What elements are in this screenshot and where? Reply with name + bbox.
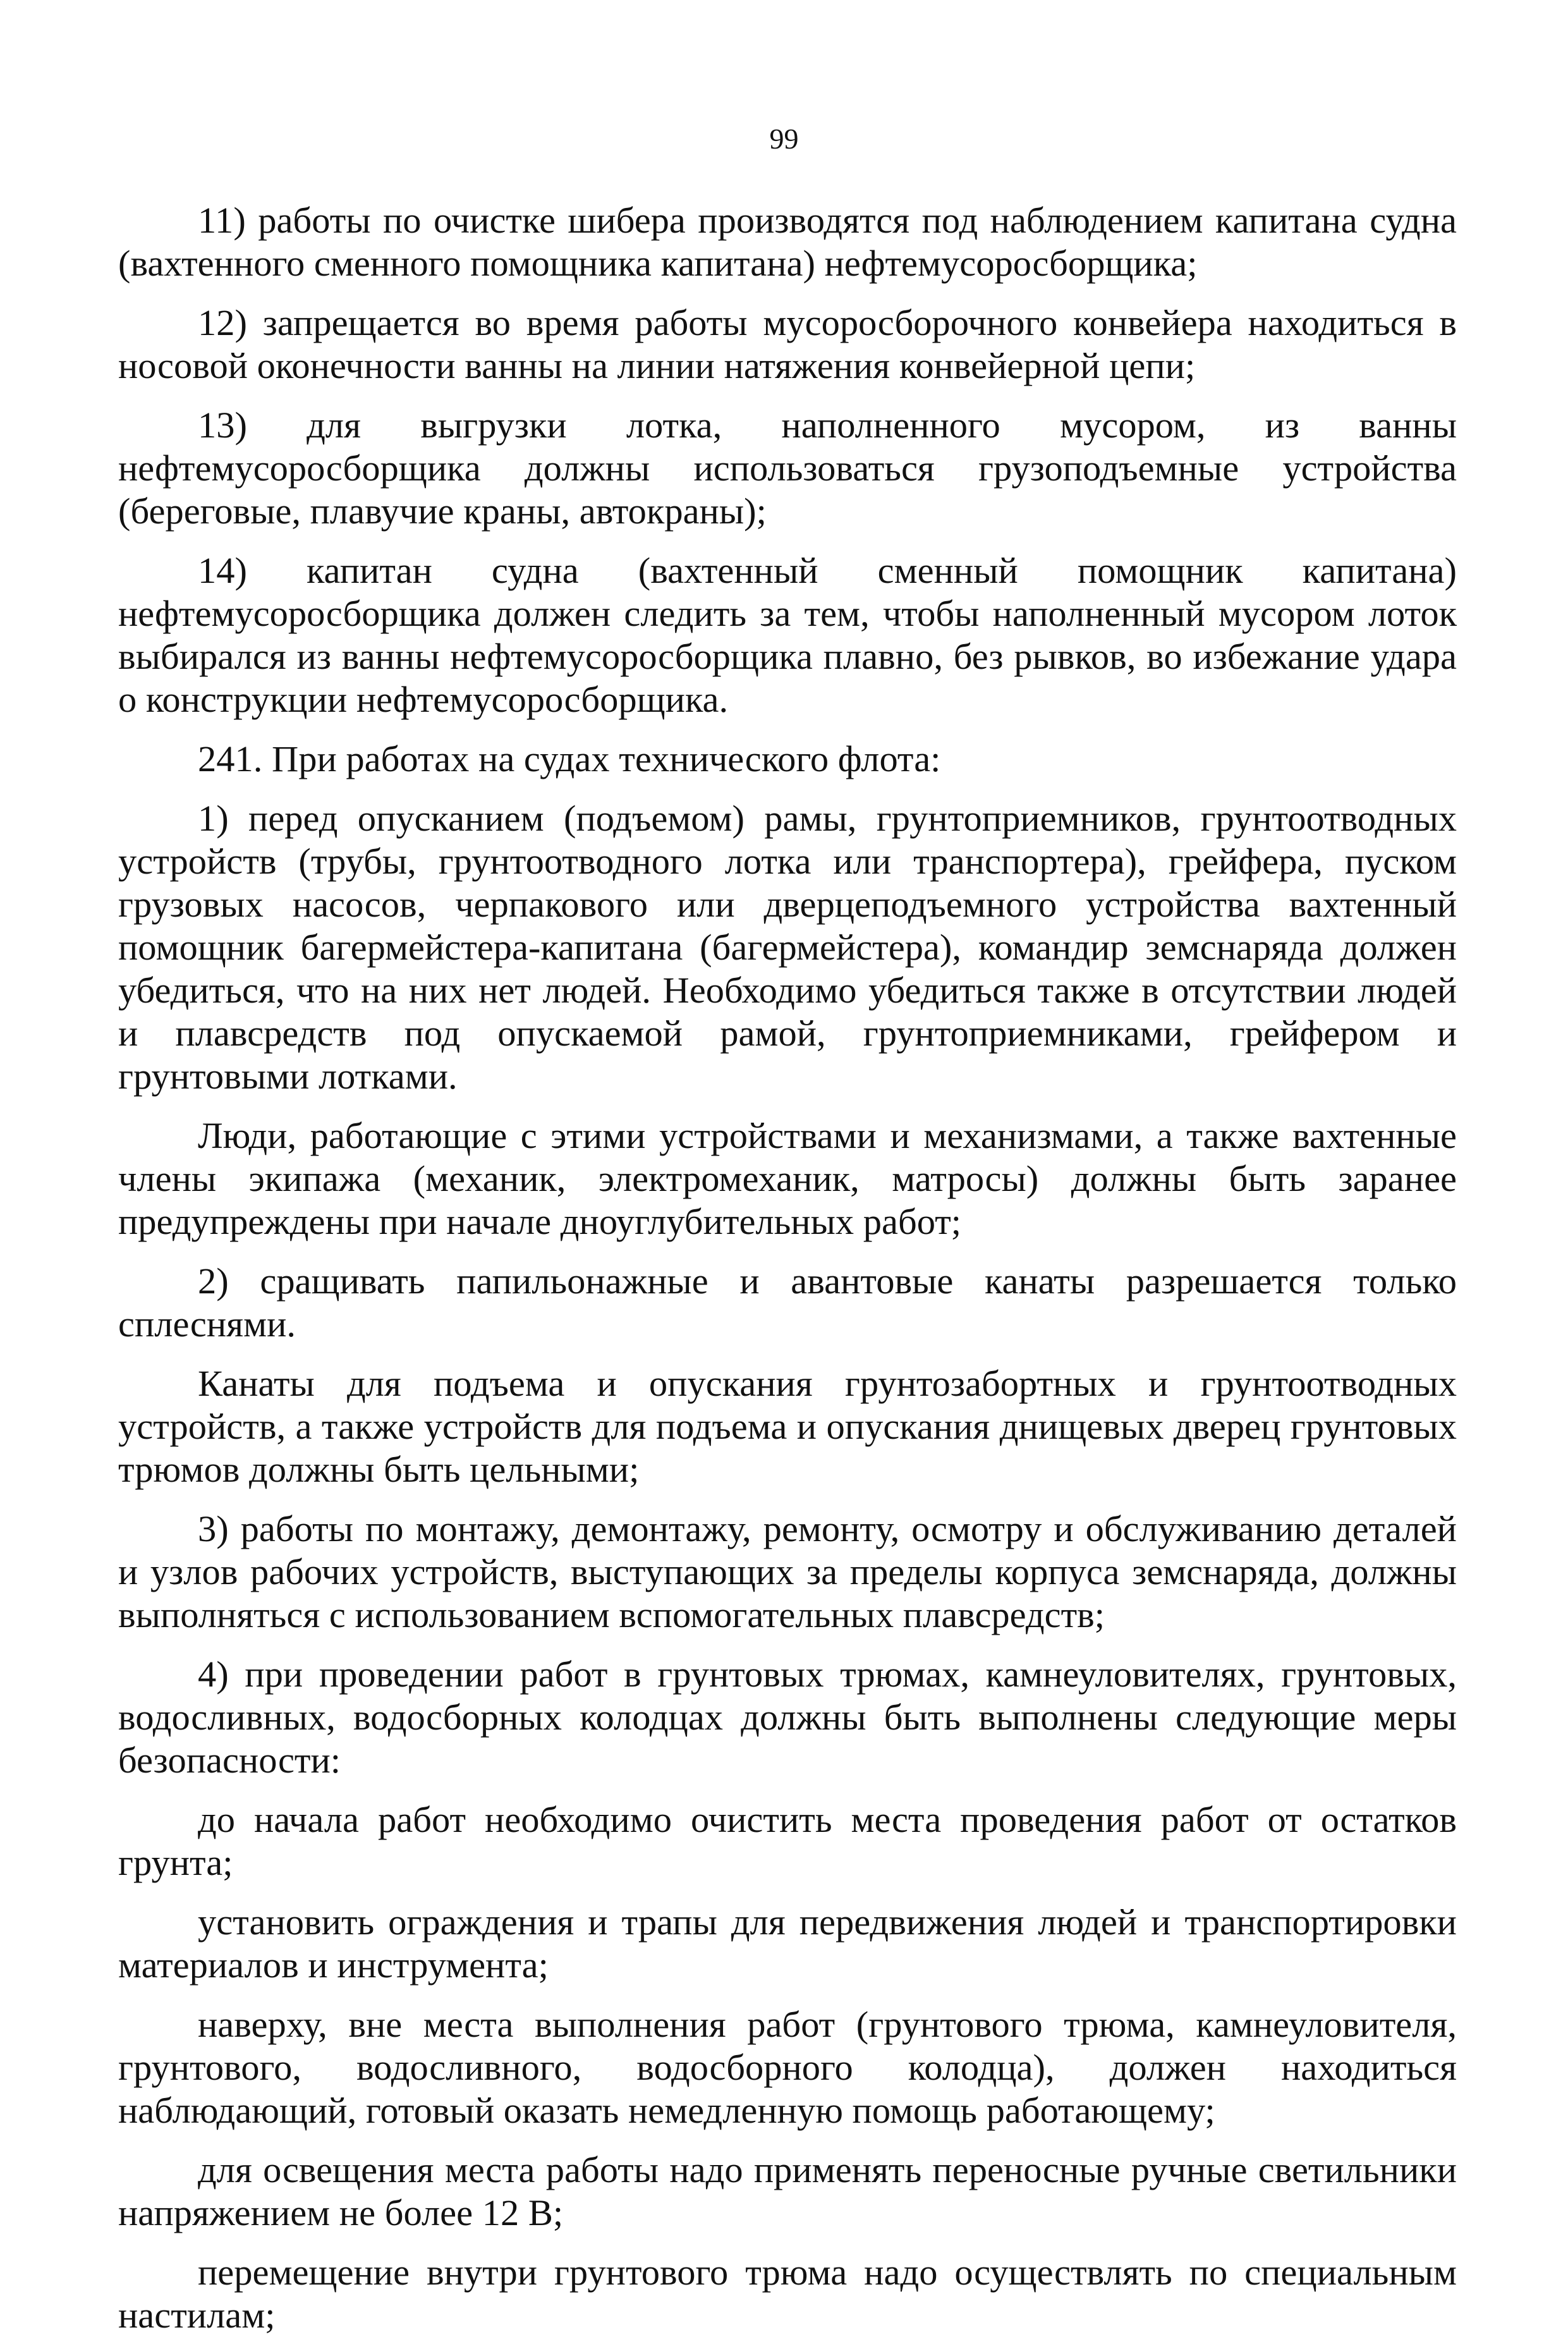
paragraph-clause-241: 241. При работах на судах технического флота: — [198, 738, 941, 779]
paragraph-measure-clean: до начала работ необходимо очистить места проведения работ от остатков грунта; — [118, 1799, 1457, 1883]
document-body — [118, 199, 1457, 2337]
paragraph-item-12: 12) запрещается во время работы мусоросборочного конвейера находиться в носовой оконечности ванны на линии натяжения конвейерной цепи; — [118, 302, 1457, 386]
paragraph-item-11: 11) работы по очистке шибера производятся под наблюдением капитана судна (вахтенного сменного помощника капитана) нефтемусоросборщика; — [118, 200, 1457, 284]
page-number: 99 — [769, 123, 799, 155]
paragraph-measure-decking: перемещение внутри грунтового трюма надо осуществлять по специальным настилам; — [118, 2252, 1457, 2336]
paragraph-item-3: 3) работы по монтажу, демонтажу, ремонту, осмотру и обслуживанию деталей и узлов рабочих устройств, выступающих за пределы корпуса земснаряда, должны выполняться с использованием вспомогательных плавсредств; — [118, 1508, 1457, 1635]
paragraph-measure-fencing: установить ограждения и трапы для передвижения людей и транспортировки материалов и инструмента; — [118, 1901, 1457, 1986]
paragraph-item-14: 14) капитан судна (вахтенный сменный помощник капитана) нефтемусоросборщика должен следить за тем, чтобы наполненный мусором лоток выбирался из ванны нефтемусоросборщика плавно, без рывков, во избежание удара о конструкции нефтемусоросборщика. — [118, 550, 1457, 720]
paragraph-item-2-note: Канаты для подъема и опускания грунтозабортных и грунтоотводных устройств, а также устройств для подъема и опускания днищевых дверец грунтовых трюмов должны быть цельными; — [118, 1363, 1457, 1490]
paragraph-item-2: 2) сращивать папильонажные и авантовые канаты разрешается только сплеснями. — [118, 1260, 1457, 1345]
paragraph-item-4: 4) при проведении работ в грунтовых трюмах, камнеуловителях, грунтовых, водосливных, водосборных колодцах должны быть выполнены следующие меры безопасности: — [118, 1654, 1457, 1781]
paragraph-item-1-note: Люди, работающие с этими устройствами и механизмами, а также вахтенные члены экипажа (механик, электромеханик, матросы) должны быть заранее предупреждены при начале дноуглубительных работ; — [118, 1115, 1457, 1242]
paragraph-item-13: 13) для выгрузки лотка, наполненного мусором, из ванны нефтемусоросборщика должны использоваться грузоподъемные устройства (береговые, плавучие краны, автокраны); — [118, 405, 1457, 532]
paragraph-measure-observer: наверху, вне места выполнения работ (грунтового трюма, камнеуловителя, грунтового, водосливного, водосборного колодца), должен находиться наблюдающий, готовый оказать немедленную помощь работающему; — [118, 2004, 1457, 2131]
paragraph-measure-lighting: для освещения места работы надо применять переносные ручные светильники напряжением не более 12 В; — [118, 2149, 1457, 2233]
paragraph-item-1: 1) перед опусканием (подъемом) рамы, грунтоприемников, грунтоотводных устройств (трубы, грунтоотводного лотка или транспортера), грейфера, пуском грузовых насосов, черпакового или дверцеподъемного устройства вахтенный помощник багермейстера-капитана (багермейстера), командир земснаряда должен убедиться, что на них нет людей. Необходимо убедиться также в отсутствии людей и плавсредств под опускаемой рамой, грунтоприемниками, грейфером и грунтовыми лотками. — [118, 798, 1457, 1097]
